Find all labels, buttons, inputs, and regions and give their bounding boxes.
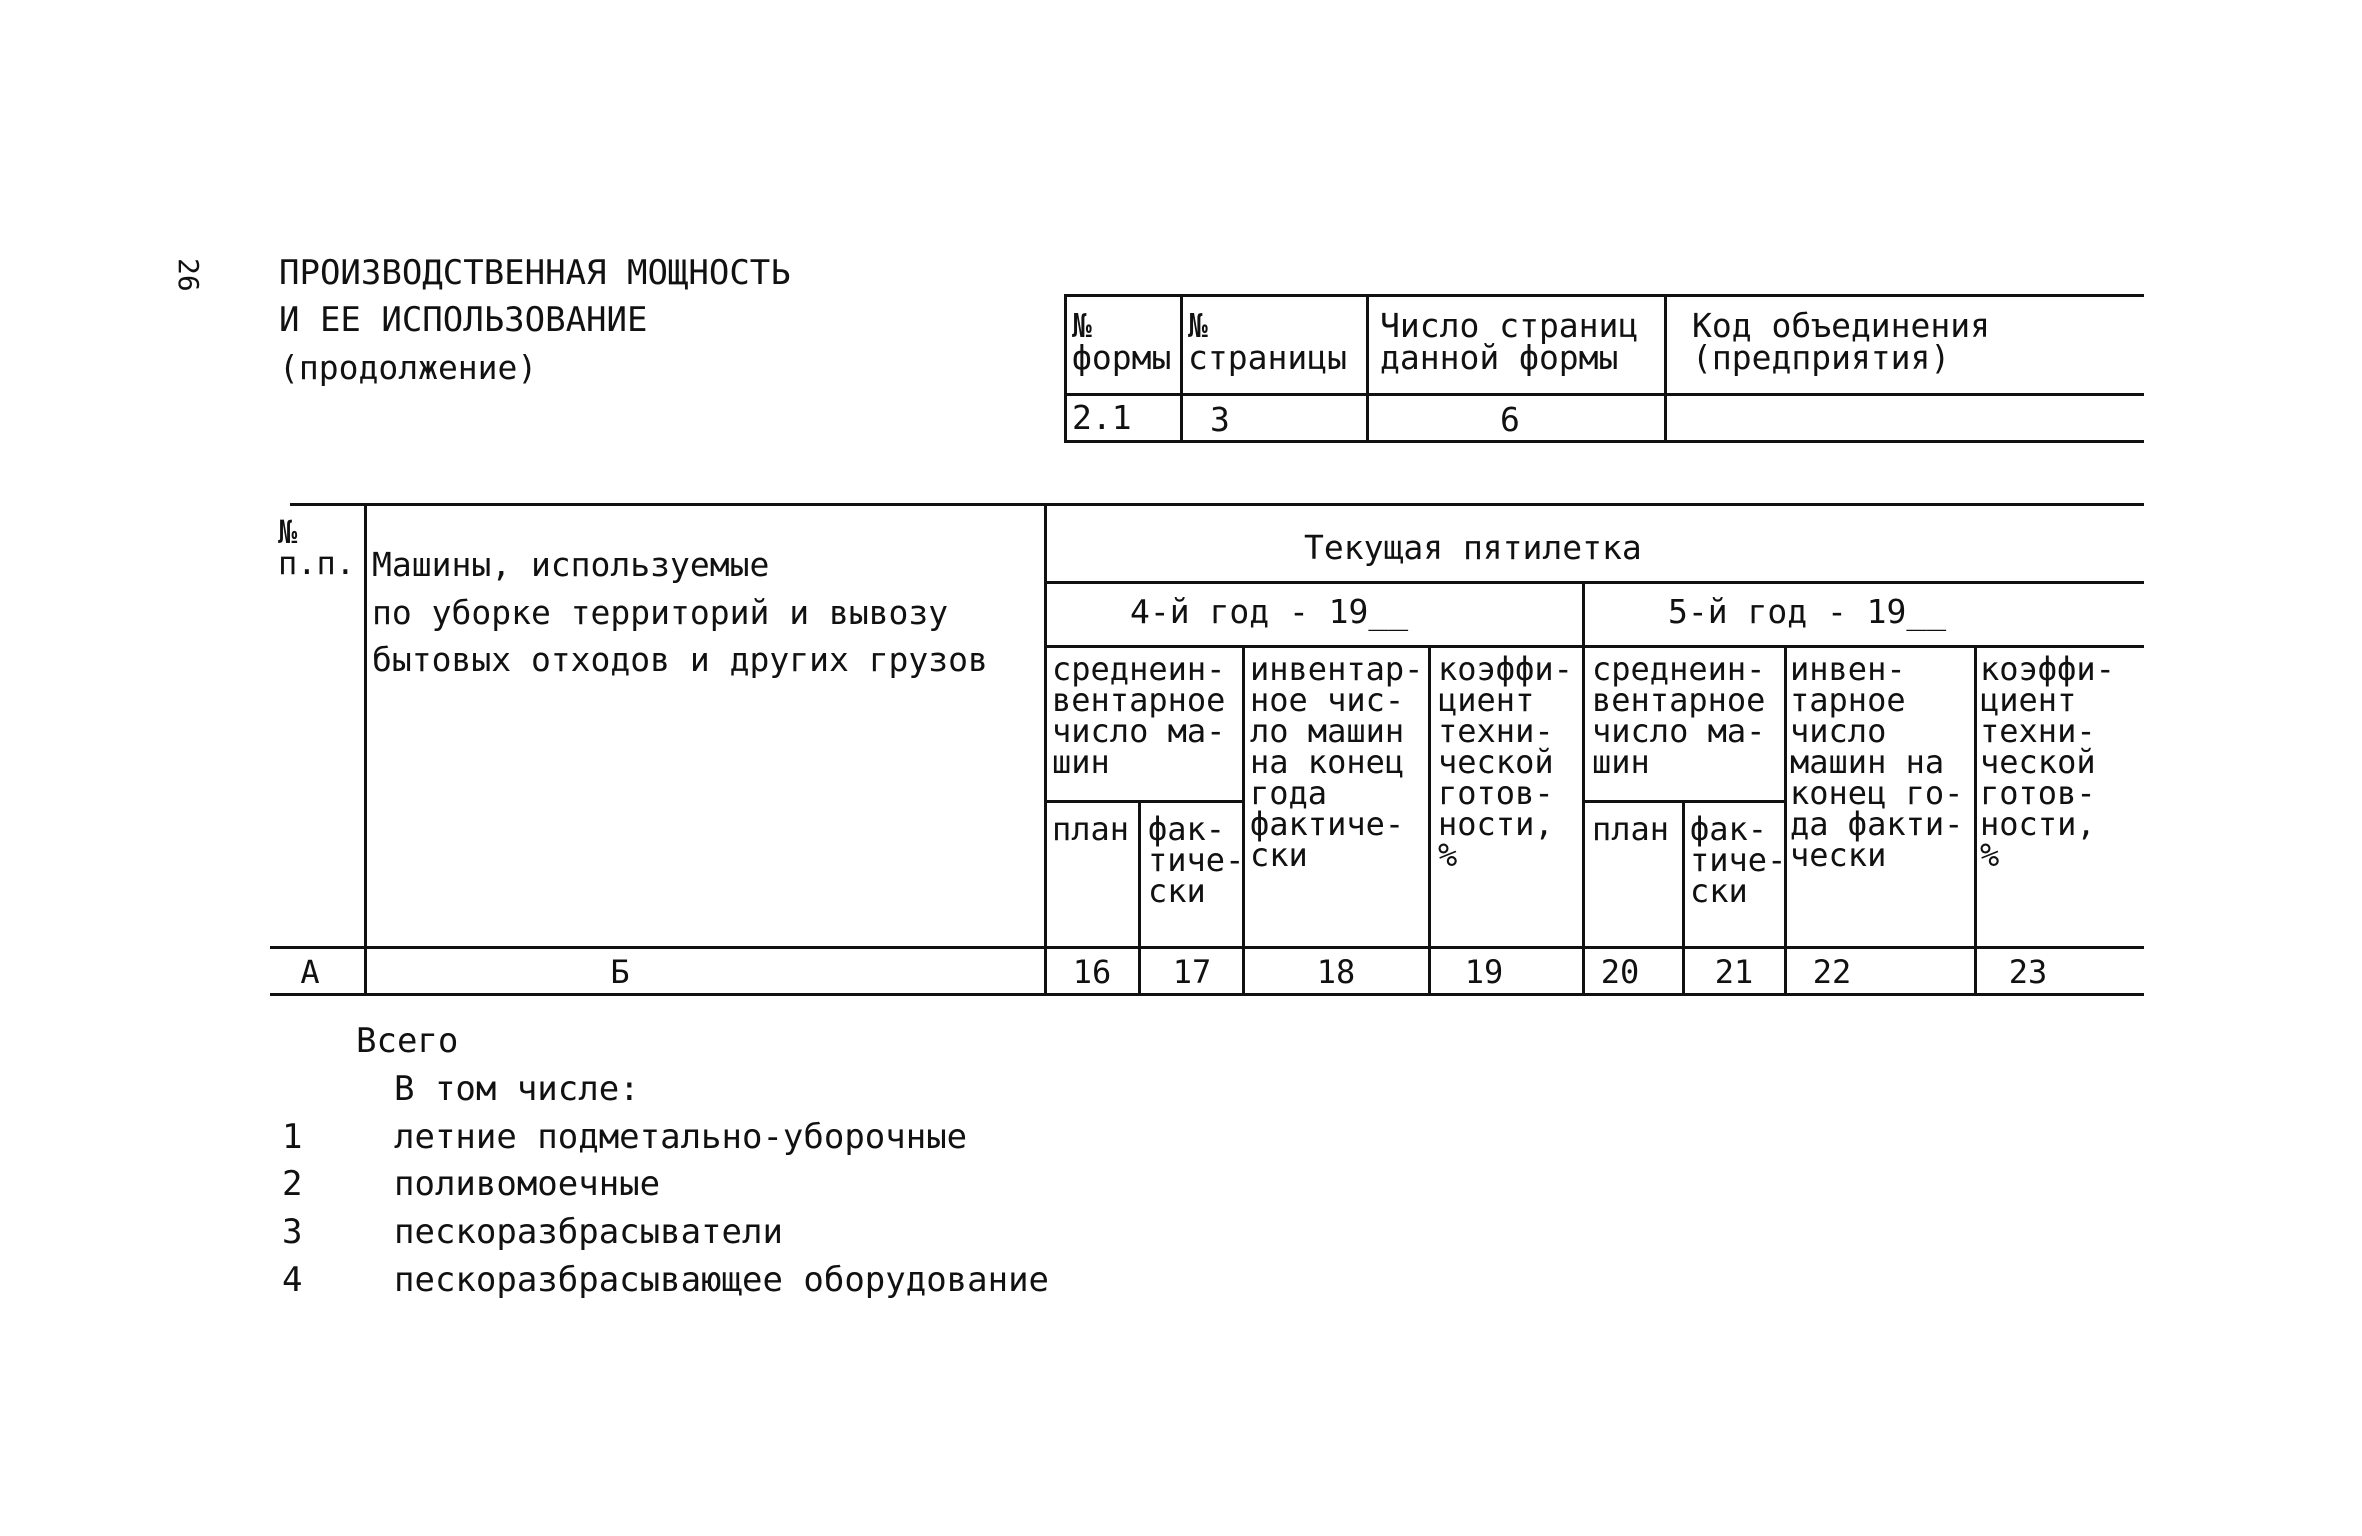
col-label-21: 21	[1714, 953, 1754, 991]
avg-inventory-header-5: среднеин- вентарное число ма- шин	[1592, 650, 1766, 781]
pages-count-header: Число страниц данной формы	[1380, 306, 1639, 377]
col-label-23: 23	[2008, 953, 2048, 991]
title-line-1: ПРОИЗВОДСТВЕННАЯ МОЩНОСТЬ	[279, 253, 791, 293]
org-code-header: Код объединения (предприятия)	[1692, 306, 1991, 377]
coef-header-5: коэффи- циент техни- ческой готов- ности, %	[1980, 650, 2115, 874]
year-4-header: 4-й год - 19__	[1130, 592, 1409, 631]
page-number: 26	[172, 258, 205, 292]
machines-header-line-3: бытовых отходов и других грузов	[372, 640, 988, 679]
col-label-17: 17	[1172, 953, 1212, 991]
inventory-end-header-4: инвентар- ное чис- ло машин на конец года фактиче- ски	[1250, 650, 1424, 874]
row-3-label: пескоразбрасыватели	[394, 1212, 783, 1252]
row-4-label: пескоразбрасывающее оборудование	[394, 1260, 1050, 1300]
row-2-number: 2	[282, 1164, 303, 1204]
col-label-18: 18	[1316, 953, 1356, 991]
five-year-plan-header: Текущая пятилетка	[1304, 528, 1642, 567]
pages-count-value: 6	[1500, 400, 1520, 439]
document-title	[279, 250, 791, 391]
machines-header-line-1: Машины, используемые	[372, 545, 770, 584]
col-label-22: 22	[1812, 953, 1852, 991]
inventory-end-header-5: инвен- тарное число машин на конец го- да факти- чески	[1790, 650, 1964, 874]
row-1-label: летние подметально-уборочные	[394, 1117, 968, 1157]
row-2-label: поливомоечные	[394, 1164, 661, 1204]
row-3-number: 3	[282, 1212, 303, 1252]
coef-header-4: коэффи- циент техни- ческой готов- ности, %	[1438, 650, 1573, 874]
page-number-value: 3	[1210, 400, 1230, 439]
title-line-3: (продолжение)	[279, 348, 538, 387]
row-1-number: 1	[282, 1117, 303, 1157]
avg-inventory-header-4: среднеин- вентарное число ма- шин	[1052, 650, 1226, 781]
fact-header-5: фак- тиче- ски	[1690, 810, 1787, 910]
col-label-a: А	[300, 953, 320, 991]
machines-header-line-2: по уборке территорий и вывозу	[372, 593, 949, 632]
plan-header-5: план	[1592, 810, 1670, 848]
total-row: Всего	[356, 1021, 459, 1061]
col-label-b: Б	[610, 953, 630, 991]
form-number-header: № формы	[1072, 306, 1172, 377]
fact-header-4: фак- тиче- ски	[1148, 810, 1245, 910]
col-label-20: 20	[1600, 953, 1640, 991]
col-label-19: 19	[1464, 953, 1504, 991]
row-4-number: 4	[282, 1260, 303, 1300]
title-line-2: И ЕЕ ИСПОЛЬЗОВАНИЕ	[279, 300, 648, 340]
including-row: В том числе:	[394, 1069, 640, 1109]
row-number-header: № п.п.	[278, 513, 356, 582]
page-number-header: № страницы	[1188, 306, 1347, 377]
col-label-16: 16	[1072, 953, 1112, 991]
form-number-value: 2.1	[1072, 398, 1132, 437]
year-5-header: 5-й год - 19__	[1668, 592, 1947, 631]
plan-header-4: план	[1052, 810, 1130, 848]
